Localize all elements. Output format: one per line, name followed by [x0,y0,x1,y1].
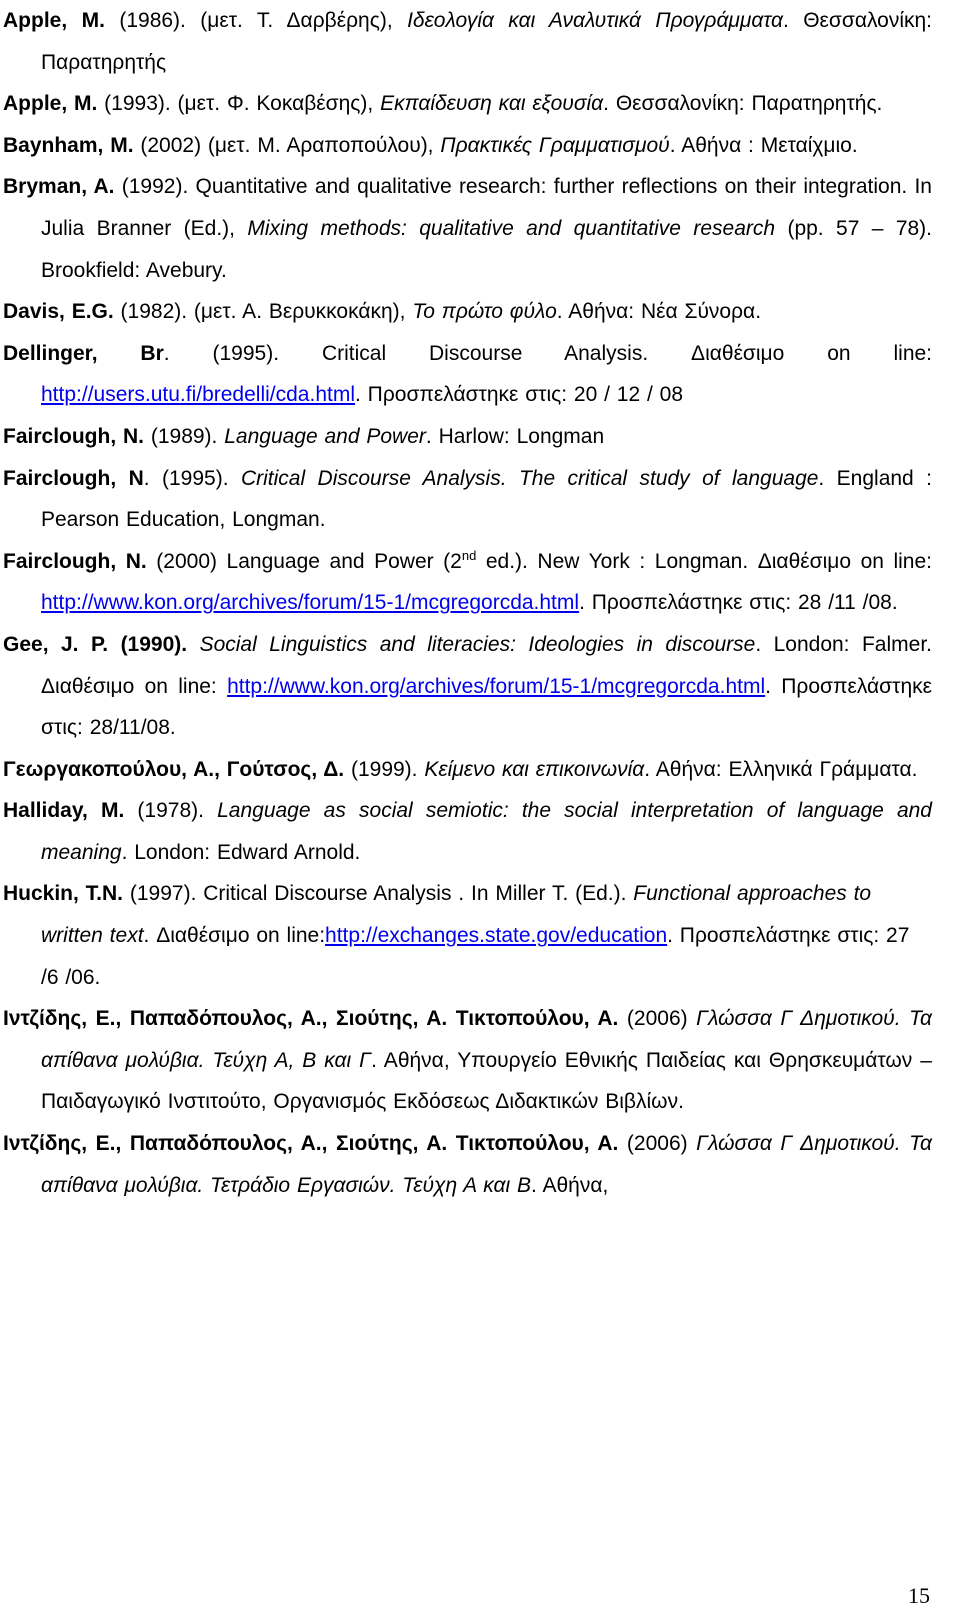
reference-access-date: . Προσπελάστηκε στις: 28 /11 /08. [579,591,898,615]
reference-access-date: . Προσπελάστηκε στις: 27 /6 /06. [41,924,910,989]
reference-superscript: nd [461,547,477,563]
reference-entry [3,291,932,333]
page-number: 15 [908,1583,930,1608]
reference-publisher: . Θεσσαλονίκη: Παρατηρητής. [603,92,883,116]
reference-entry [3,873,932,998]
reference-author: Halliday, M. [3,799,125,823]
reference-details: (1982). (μετ. Α. Βερυκκοκάκη), [113,300,413,324]
reference-entry [3,541,932,624]
reference-title: Critical Discourse Analysis. The critical study of language [240,466,819,490]
reference-details: (2000) Language and Power (2 [146,549,462,573]
reference-author: Baynham, M. [3,133,134,157]
reference-details: (1999). [344,757,425,781]
reference-publisher: . Αθήνα: Νέα Σύνορα. [556,300,762,324]
reference-entry [3,749,932,791]
reference-author: Fairclough, N. [3,549,147,573]
reference-publisher: . Θεσσαλονίκη: Παρατηρητής [41,9,933,74]
reference-entry [3,333,932,416]
reference-author: Fairclough, N. [3,424,145,448]
reference-title: Γλώσσα Γ Δημοτικού. Τα απίθανα μολύβια. Τεύχη Α, Β και Γ [41,1007,932,1072]
reference-author: Davis, E.G. [3,300,114,324]
reference-publisher: . Harlow: Longman [425,424,605,448]
reference-author: Ιντζίδης, Ε., Παπαδόπουλος, Α., Σιούτης, Α. Τικτοπούλου, Α. [3,1132,619,1156]
reference-details: . (1995). [143,466,241,490]
reference-entry [3,1123,932,1206]
reference-details [187,633,199,656]
reference-publisher: . Αθήνα, [530,1173,609,1197]
reference-title: Language as social semiotic: the social interpretation of language and meaning [41,799,932,864]
reference-author: Gee, J. P. (1990). [3,632,188,656]
reference-publisher: . London: Falmer. Διαθέσιμο on line: [41,632,932,698]
reference-author: Apple, M. [3,9,105,32]
reference-link[interactable]: http://exchanges.state.gov/education [325,924,668,948]
reference-link[interactable]: http://users.utu.fi/bredelli/cda.html [41,383,355,407]
reference-publisher: . Αθήνα: Ελληνικά Γράμματα. [644,757,918,781]
reference-details: (1989). [144,424,225,448]
reference-access-date: . Προσπελάστηκε στις: 28/11/08. [41,674,932,740]
reference-title: Functional approaches to written text [41,882,872,948]
reference-entry [3,0,932,83]
reference-details: . (1995). Critical Discourse Analysis. Διαθέσιμο on line: [163,341,933,365]
reference-publisher: (pp. 57 – 78). Brookfield: Avebury. [41,216,933,282]
reference-publisher: . London: Edward Arnold. [121,840,361,864]
reference-title: Language and Power [224,424,426,448]
reference-entry [3,790,932,873]
reference-title: Το πρώτο φύλο [412,300,557,324]
reference-title: Εκπαίδευση και εξουσία [380,92,604,116]
reference-entry [3,416,932,458]
reference-publisher: . Αθήνα, Υπουργείο Εθνικής Παιδείας και Θρησκευμάτων – Παιδαγωγικό Ινστιτούτο, Οργανισμός Εκδόσεως Διδακτικών Βιβλίων. [41,1048,932,1114]
reference-details: (1986). (μετ. Τ. Δαρβέρης), [104,9,408,32]
reference-author: Huckin, T.N. [3,882,124,906]
reference-author: Bryman, A. [3,175,115,199]
reference-entry [3,125,932,167]
reference-list [3,0,932,1206]
reference-author: Γεωργακοπούλου, Α., Γούτσος, Δ. [3,757,345,781]
reference-link[interactable]: http://www.kon.org/archives/forum/15-1/mcgregorcda.html [41,591,580,615]
reference-title: Mixing methods: qualitative and quantitative research [247,216,776,240]
reference-entry [3,998,932,1123]
reference-details: (1997). Critical Discourse Analysis . In Miller T. (Ed.). [123,882,634,906]
reference-title: Social Linguistics and literacies: Ideologies in discourse [199,632,756,656]
reference-title: Πρακτικές Γραμματισμού [440,133,670,157]
reference-details: (1992). Quantitative and qualitative research: further reflections on their integration. In Julia Branner (Ed.), [41,175,932,240]
reference-details: (1978). [124,799,218,823]
reference-entry [3,458,932,541]
reference-entry [3,83,932,125]
reference-title: Κείμενο και επικοινωνία [424,757,645,781]
reference-author: Fairclough, N [3,466,144,490]
reference-details: (1993). (μετ. Φ. Κοκαβέσης), [97,92,381,116]
reference-details: (2006) [618,1132,697,1156]
reference-access-date: . Προσπελάστηκε στις: 20 / 12 / 08 [355,383,684,407]
reference-entry [3,166,932,291]
reference-publisher: . England : Pearson Education, Longman. [41,466,932,532]
reference-author: Ιντζίδης, Ε., Παπαδόπουλος, Α., Σιούτης, Α. Τικτοπούλου, Α. [3,1007,619,1031]
reference-publisher: . Αθήνα : Μεταίχμιο. [669,133,858,157]
reference-details: (2002) (μετ. Μ. Αραποπούλου), [133,133,441,157]
reference-details: (2006) [618,1007,697,1031]
reference-author: Apple, M. [3,92,98,116]
reference-title: Γλώσσα Γ Δημοτικού. Τα απίθανα μολύβια. Τετράδιο Εργασιών. Τεύχη Α και Β [41,1132,932,1197]
reference-title: Ιδεολογία και Αναλυτικά Προγράμματα [407,9,783,32]
reference-link[interactable]: http://www.kon.org/archives/forum/15-1/mcgregorcda.html [227,674,766,698]
reference-details-cont: ed.). New York : Longman. Διαθέσιμο on line: [476,549,932,573]
reference-publisher: . Διαθέσιμο on line: [143,924,326,948]
reference-author: Dellinger, Br [3,341,164,365]
reference-entry [3,624,932,749]
